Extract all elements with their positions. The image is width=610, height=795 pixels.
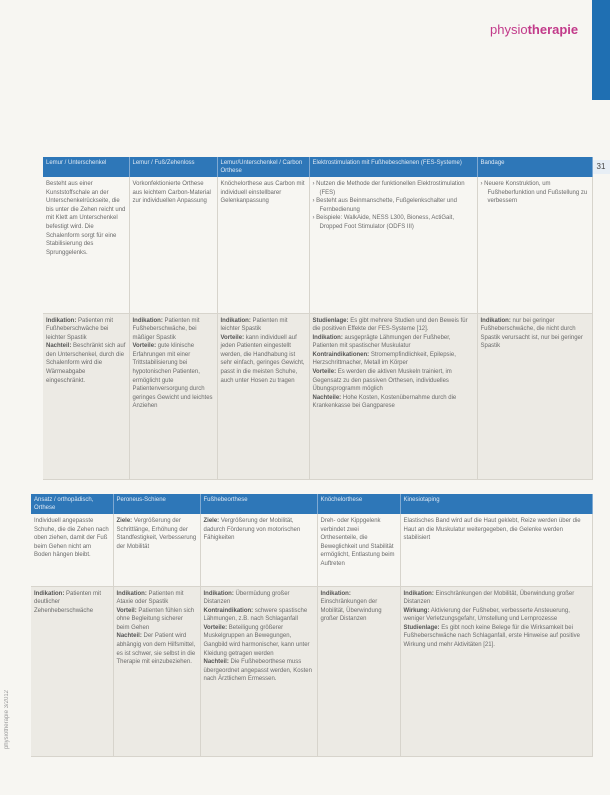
cell: Ziele: Vergrößerung der Schrittlänge, Erhöhung der Standfestigkeit, Verbesserung der Mobilität xyxy=(113,514,200,586)
edge-color-bar xyxy=(592,0,610,100)
cell: Ziele: Vergrößerung der Mobilität, dadurch Förderung von motorischen Fähigkeiten xyxy=(200,514,317,586)
cell: Besteht aus einer Kunststoffschale an der Unterschenkelrückseite, die bis unter die Zehen reicht und mit Klett am Unterschenkel befestigt wird. Die Schalenform sorgt für eine Stabilisierung des Sprunggelenks. xyxy=(43,177,129,313)
cell: Indikation: Übermüdung großer Distanzen Kontraindikation: schwere spastische Lähmungen, z.B. nach Schlaganfall Vorteile: Beteiligung größerer Muskelgruppen an Bewegungen, Gangbild wird harmonischer, kann unter Kleidung getragen werden Nachteil: Die Fußhebeorthese muss übergeordnet angepasst werden, Kosten nach Ärztlichem Ermessen. xyxy=(200,586,317,756)
bullet-item: › Beispiele: WalkAide, NESS L300, Bioness, ActiGait, Dropped Foot Stimulator (ODFS III) xyxy=(312,215,455,230)
col-header: Fußhebeorthese xyxy=(200,494,317,514)
col-header: Ansatz / orthopädisch, Orthese xyxy=(31,494,113,514)
col-header: Knöchelorthese xyxy=(317,494,400,514)
cell: Indikation: Patienten mit deutlicher Zehenheberschwäche xyxy=(31,586,113,756)
bullet-item: › Nutzen die Methode der funktionellen Elektrostimulation (FES) xyxy=(312,181,465,196)
cell: Studienlage: Es gibt mehrere Studien und den Beweis für die positiven Effekte der FES-Systeme [12]. Indikation: ausgeprägte Lähmungen der Fußheber, Patienten mit spastischer Muskulatur Kontraindikationen: Stromempfindlichkeit, Epilepsie, Herzschrittmacher, Metall im Körper Vorteile: Es werden die aktiven Muskeln trainiert, im Gegensatz zu den passiven Orthesen, individuelles Übungsprogramm möglich Nachteile: Hohe Kosten, Kostenübernahme durch die Krankenkasse bei Gangparese xyxy=(309,313,477,479)
bullet-item: › Neuere Konstruktion, um Fußheberfunktion und Fußstellung zu verbessern xyxy=(480,181,588,205)
orthosis-table-1 xyxy=(43,157,593,480)
col-header: Lemur/Unterschenkel / Carbon Orthese xyxy=(217,157,309,177)
cell: Indikation: Einschränkungen der Mobilität, Überwindung großer Distanzen Wirkung: Aktivierung der Fußheber, verbesserte Ansteuerung, weniger Verletzungsgefahr, Umstellung und Lernprozesse Studienlage: Es gibt noch keine Belege für die Wirksamkeit bei Fußheberschwäche nach Schlaganfall, erste Hinweise auf positive Wirkung und mehr Aktivitäten [21]. xyxy=(400,586,592,756)
cell: Indikation: nur bei geringer Fußheberschwäche, die nicht durch Spastik verursacht ist, nur bei geringer Spastik xyxy=(477,313,592,479)
table-row xyxy=(31,586,592,756)
orthosis-table-2 xyxy=(31,494,593,757)
col-header: Elektrostimulation mit Fußhebeschienen (FES-Systeme) xyxy=(309,157,477,177)
col-header: Peroneus-Schiene xyxy=(113,494,200,514)
cell: Indikation: Patienten mit Fußheberschwäche bei leichter Spastik Nachteil: Beschränkt sich auf den Unterschenkel, durch die Schalenform wird die Wärmeabgabe eingeschränkt. xyxy=(43,313,129,479)
cell xyxy=(477,177,592,313)
cell xyxy=(309,177,477,313)
cell: Indikation: Einschränkungen der Mobilität, Überwindung großer Distanzen xyxy=(317,586,400,756)
cell: Indikation: Patienten mit Ataxie oder Spastik Vorteil: Patienten fühlen sich ohne Begleitung sicherer beim Gehen Nachteil: Der Patient wird abhängig von dem Hilfsmittel, es ist schwer, sie selbst in die Therapie mit einzubeziehen. xyxy=(113,586,200,756)
col-header: Kinesiotaping xyxy=(400,494,592,514)
cell: Indikation: Patienten mit leichter Spastik Vorteile: kann individuell auf jeden Patienten eingestellt werden, die Handhabung ist sehr einfach, geringes Gewicht, passt in die meisten Schuhe, auch unter Hosen zu tragen xyxy=(217,313,309,479)
col-header: Lemur / Unterschenkel xyxy=(43,157,129,177)
bullet-item: › Besteht aus Beinmanschette, Fußgelenkschalter und Fernbedienung xyxy=(312,198,457,213)
cell: Indikation: Patienten mit Fußheberschwäche, bei mäßiger Spastik Vorteile: gute klinische Erfahrungen mit einer Trittstabilisierung bei hypotonischen Patienten, ermöglicht gute Patientenversorgung durch geringes Gewicht und leichtes Anziehen xyxy=(129,313,217,479)
cell: Knöchelorthese aus Carbon mit individuell einstellbarer Gelenkanpassung xyxy=(217,177,309,313)
col-header: Lemur / Fuß/Zehenloss xyxy=(129,157,217,177)
cell: Vorkonfektionierte Orthese aus leichtem Carbon-Material zur individuellen Anpassung xyxy=(129,177,217,313)
table-row xyxy=(43,313,592,479)
brand-logo: physiotherapie xyxy=(490,22,579,37)
cell: Dreh- oder Kippgelenk verbindet zwei Orthesenteile, die Beweglichkeit und Stabilität ermöglicht, Entlastung beim Auftreten xyxy=(317,514,400,586)
cell: Individuell angepasste Schuhe, die die Zehen nach oben ziehen, damit der Fuß beim Gehen nicht am Boden hängen bleibt. xyxy=(31,514,113,586)
page-number: 31 xyxy=(592,160,610,174)
col-header: Bandage xyxy=(477,157,592,177)
side-imprint: physiotherapie 3/2012 xyxy=(4,690,10,750)
cell: Elastisches Band wird auf die Haut geklebt, Reize werden über die Haut an die Muskulatur weitergegeben, die Gelenke werden stabilisiert xyxy=(400,514,592,586)
table-row xyxy=(43,177,592,313)
table-row xyxy=(31,514,592,586)
